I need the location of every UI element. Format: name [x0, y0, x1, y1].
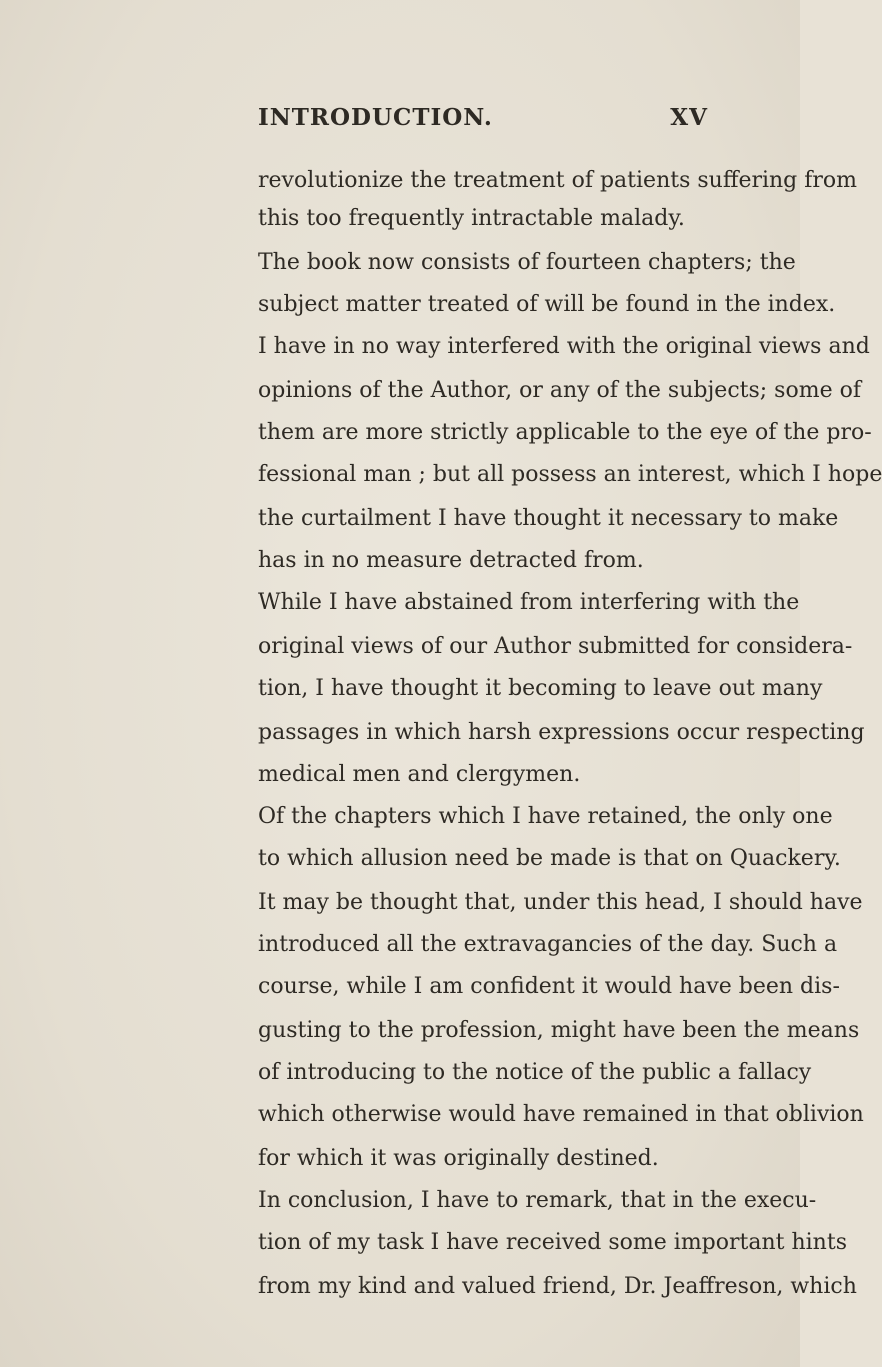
text-line: to which allusion need be made is that on Quackery.	[258, 846, 841, 871]
text-line: passages in which harsh expressions occur respecting	[258, 720, 865, 745]
text-line: course, while I am confident it would have been dis-	[258, 974, 840, 999]
text-line: Of the chapters which I have retained, the only one	[258, 804, 833, 829]
chapter-title: INTRODUCTION.	[258, 104, 493, 131]
text-line: this too frequently intractable malady.	[258, 206, 685, 231]
text-line: medical men and clergymen.	[258, 762, 581, 787]
text-line: for which it was originally destined.	[258, 1146, 659, 1171]
text-line: of introducing to the notice of the public a fallacy	[258, 1060, 812, 1085]
text-line: The book now consists of fourteen chapters; the	[258, 250, 796, 275]
text-line: revolutionize the treatment of patients suffering from	[258, 168, 858, 193]
text-line: It may be thought that, under this head, I should have	[258, 890, 863, 915]
text-line: While I have abstained from interfering with the	[258, 590, 800, 615]
text-line: which otherwise would have remained in that oblivion	[258, 1102, 864, 1127]
text-line: the curtailment I have thought it necessary to make	[258, 506, 839, 531]
text-line: has in no measure detracted from.	[258, 548, 644, 573]
running-head	[258, 104, 708, 138]
text-line: opinions of the Author, or any of the subjects; some of	[258, 378, 861, 403]
text-line: introduced all the extravagancies of the day. Such a	[258, 932, 838, 957]
text-line: fessional man ; but all possess an interest, which I hope	[258, 462, 882, 487]
text-line: gusting to the profession, might have been the means	[258, 1018, 860, 1043]
text-line: I have in no way interfered with the original views and	[258, 334, 870, 359]
text-line: from my kind and valued friend, Dr. Jeaffreson, which	[258, 1274, 857, 1299]
text-line: tion of my task I have received some important hints	[258, 1230, 847, 1255]
text-line: original views of our Author submitted for considera-	[258, 634, 853, 659]
text-line: In conclusion, I have to remark, that in the execu-	[258, 1188, 817, 1213]
text-line: tion, I have thought it becoming to leave out many	[258, 676, 823, 701]
text-line: them are more strictly applicable to the eye of the pro-	[258, 420, 872, 445]
page-number: XV	[670, 104, 708, 131]
text-line: subject matter treated of will be found in the index.	[258, 292, 836, 317]
